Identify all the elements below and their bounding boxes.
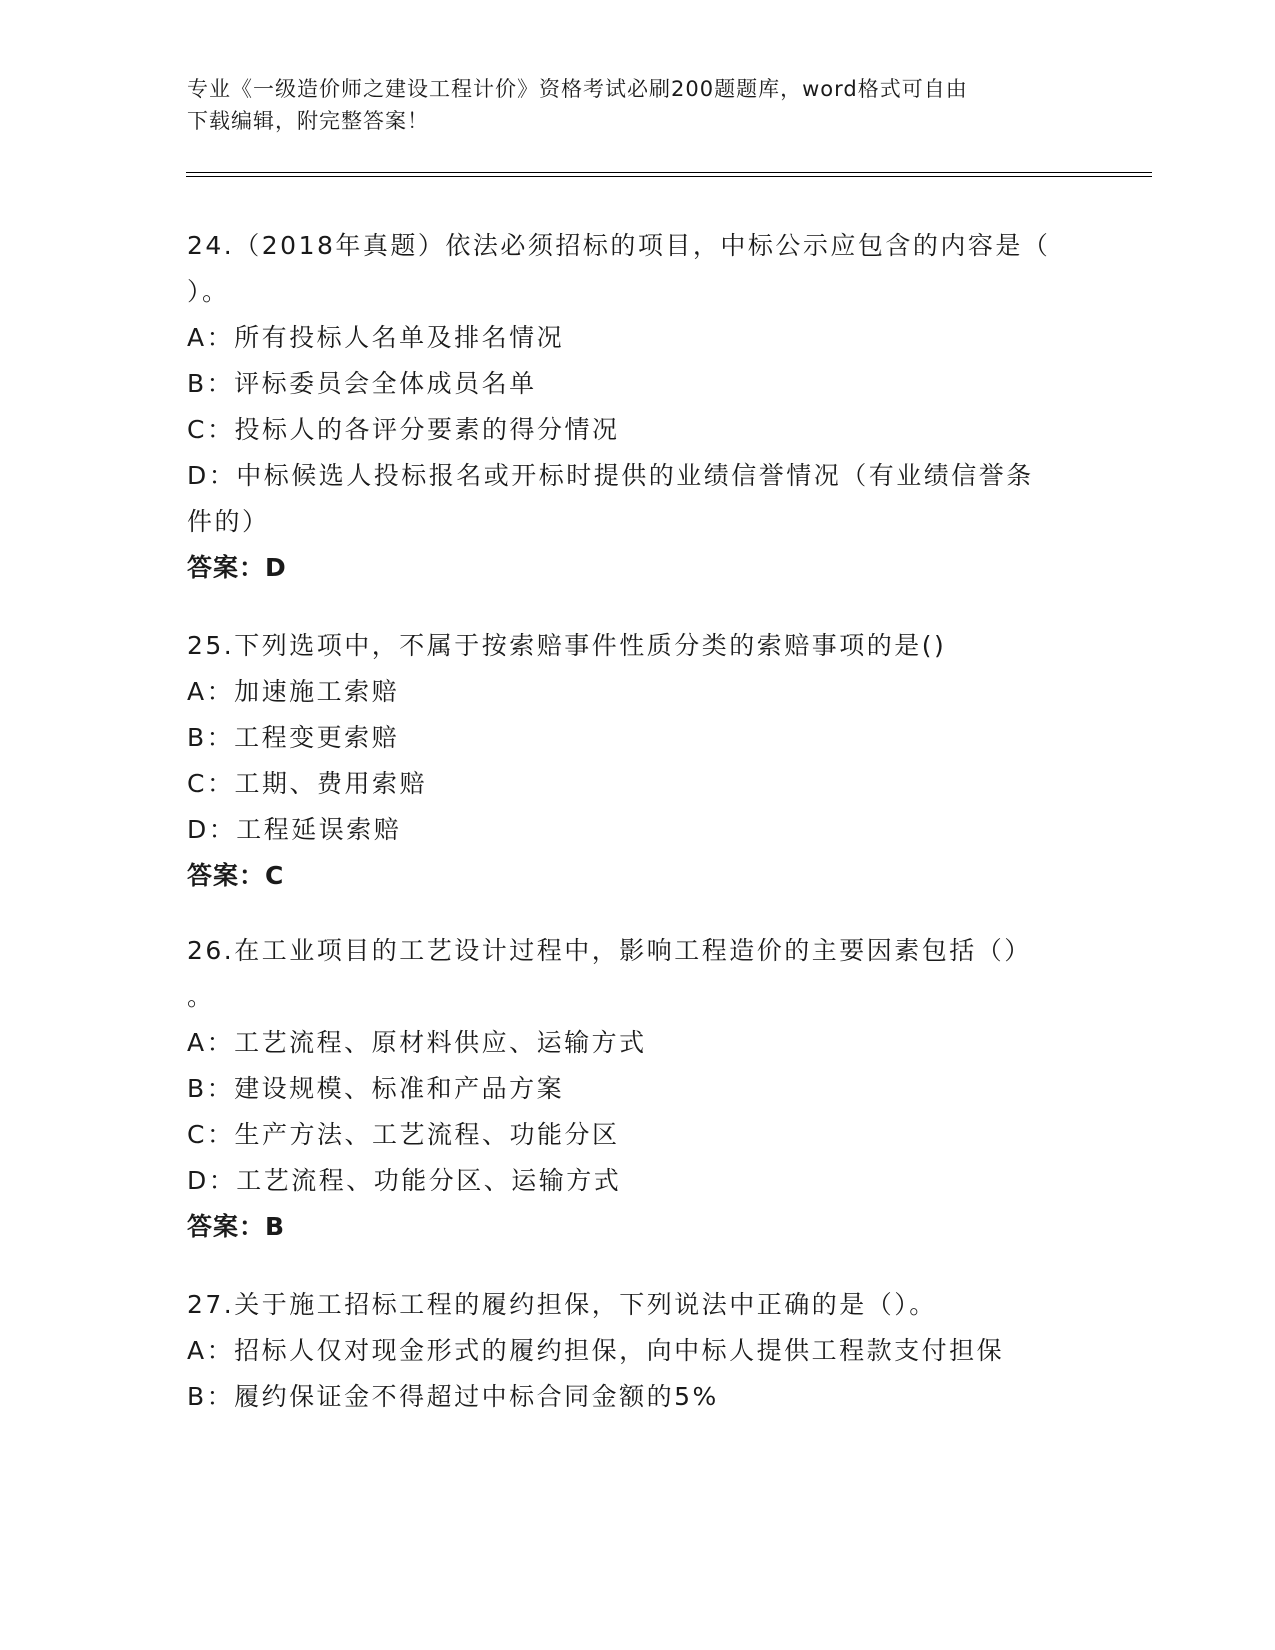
option-a: A：工艺流程、原材料供应、运输方式 — [187, 1028, 647, 1057]
document-header — [187, 73, 1067, 137]
question-stem-cont: 。 — [187, 982, 215, 1011]
option-b: B：建设规模、标准和产品方案 — [187, 1074, 565, 1103]
option-c: C：生产方法、工艺流程、功能分区 — [187, 1120, 620, 1149]
question-24 — [187, 223, 1077, 591]
question-stem-cont: ）。 — [187, 277, 230, 306]
header-divider-bottom — [186, 176, 1152, 177]
option-b: B：履约保证金不得超过中标合同金额的5% — [187, 1382, 719, 1411]
option-d: D：工艺流程、功能分区、运输方式 — [187, 1166, 622, 1195]
option-c: C：工期、费用索赔 — [187, 769, 427, 798]
option-c: C：投标人的各评分要素的得分情况 — [187, 415, 620, 444]
question-stem: 25.下列选项中，不属于按索赔事件性质分类的索赔事项的是() — [187, 631, 947, 660]
option-d: D：工程延误索赔 — [187, 815, 402, 844]
option-d: D：中标候选人投标报名或开标时提供的业绩信誉情况（有业绩信誉条 — [187, 461, 1034, 490]
option-b: B：工程变更索赔 — [187, 723, 400, 752]
question-25 — [187, 623, 1077, 899]
question-26 — [187, 928, 1077, 1250]
option-b: B：评标委员会全体成员名单 — [187, 369, 537, 398]
header-line-1: 专业《一级造价师之建设工程计价》资格考试必刷200题题库，word格式可自由 — [187, 77, 968, 101]
answer: 答案：B — [187, 1212, 286, 1241]
question-27 — [187, 1282, 1077, 1420]
header-divider-top — [186, 172, 1152, 173]
header-line-2: 下载编辑，附完整答案！ — [187, 109, 429, 133]
option-a: A：加速施工索赔 — [187, 677, 400, 706]
question-stem: 24.（2018年真题）依法必须招标的项目，中标公示应包含的内容是（ — [187, 231, 1051, 260]
option-d-cont: 件的） — [187, 507, 270, 536]
answer: 答案：D — [187, 553, 287, 582]
option-a: A：招标人仅对现金形式的履约担保，向中标人提供工程款支付担保 — [187, 1336, 1005, 1365]
question-stem: 27.关于施工招标工程的履约担保，下列说法中正确的是（）。 — [187, 1290, 937, 1319]
option-a: A：所有投标人名单及排名情况 — [187, 323, 565, 352]
question-stem: 26.在工业项目的工艺设计过程中，影响工程造价的主要因素包括（） — [187, 936, 1032, 965]
answer: 答案：C — [187, 861, 285, 890]
